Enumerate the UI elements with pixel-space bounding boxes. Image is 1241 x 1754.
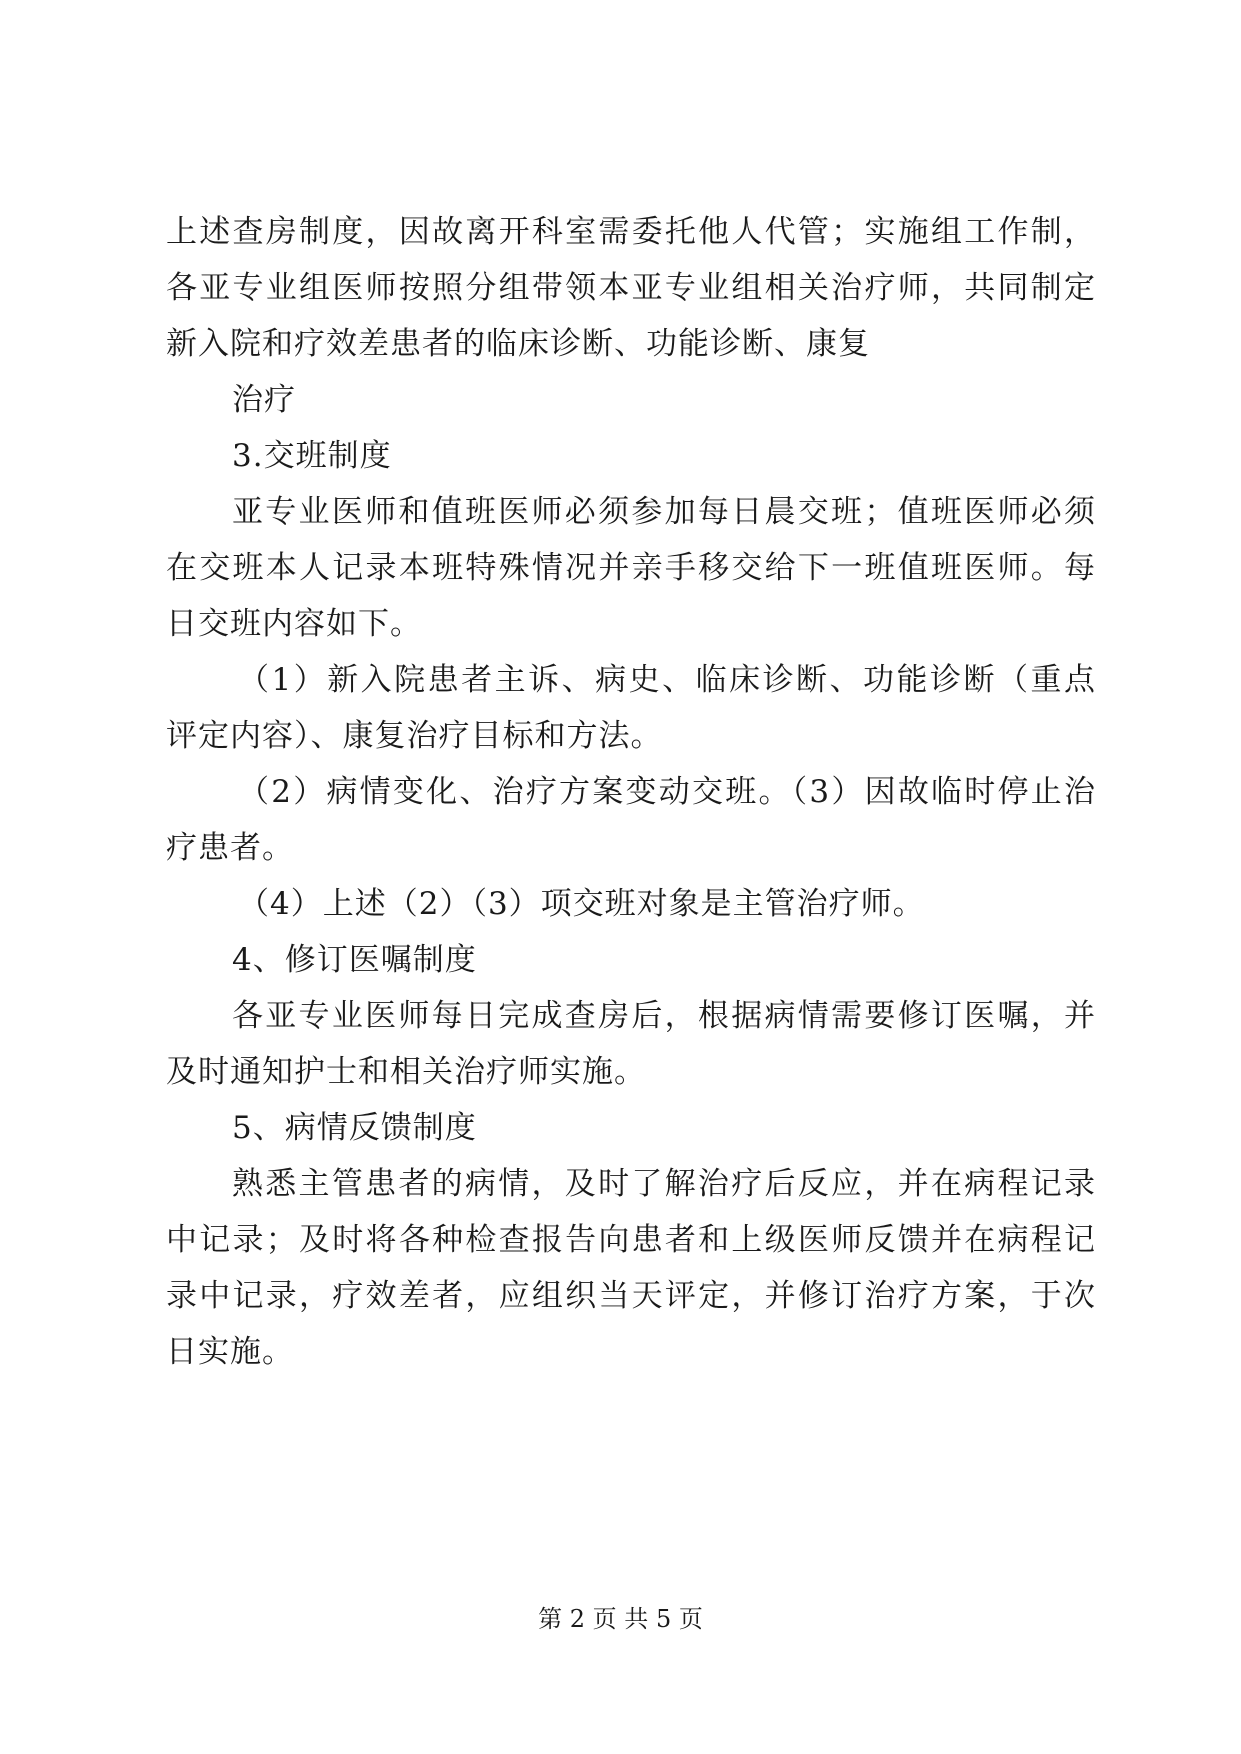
body-line: 在交班本人记录本班特殊情况并亲手移交给下一班值班医师。每 <box>166 550 1096 586</box>
body-line: 上述查房制度，因故离开科室需委托他人代管；实施组工作制， <box>166 214 1096 250</box>
body-line: 新入院和疗效差患者的临床诊断、功能诊断、康复 <box>166 326 870 362</box>
body-line: 治疗 <box>232 382 296 418</box>
list-item-4: （4）上述（2）（3）项交班对象是主管治疗师。 <box>238 886 925 922</box>
body-line: 熟悉主管患者的病情，及时了解治疗后反应，并在病程记录 <box>232 1166 1096 1202</box>
list-item-1: （1）新入院患者主诉、病史、临床诊断、功能诊断（重点 <box>238 662 1096 698</box>
section-heading-3: 3.交班制度 <box>232 438 392 474</box>
body-line: 评定内容）、康复治疗目标和方法。 <box>166 718 663 754</box>
list-item-2-3: （2）病情变化、治疗方案变动交班。（3）因故临时停止治 <box>238 774 1096 810</box>
body-line: 疗患者。 <box>166 830 294 866</box>
body-line: 及时通知护士和相关治疗师实施。 <box>166 1054 646 1090</box>
body-line: 录中记录，疗效差者，应组织当天评定，并修订治疗方案，于次 <box>166 1278 1096 1314</box>
section-heading-5: 5、病情反馈制度 <box>232 1110 477 1146</box>
section-heading-4: 4、修订医嘱制度 <box>232 942 477 978</box>
body-line: 各亚专业组医师按照分组带领本亚专业组相关治疗师，共同制定 <box>166 270 1096 306</box>
body-line: 日交班内容如下。 <box>166 606 422 642</box>
body-line: 中记录；及时将各种检查报告向患者和上级医师反馈并在病程记 <box>166 1222 1096 1258</box>
body-line: 日实施。 <box>166 1334 294 1370</box>
body-line: 各亚专业医师每日完成查房后，根据病情需要修订医嘱，并 <box>232 998 1096 1034</box>
body-line: 亚专业医师和值班医师必须参加每日晨交班；值班医师必须 <box>232 494 1096 530</box>
page-number-footer: 第 2 页 共 5 页 <box>538 1605 703 1633</box>
